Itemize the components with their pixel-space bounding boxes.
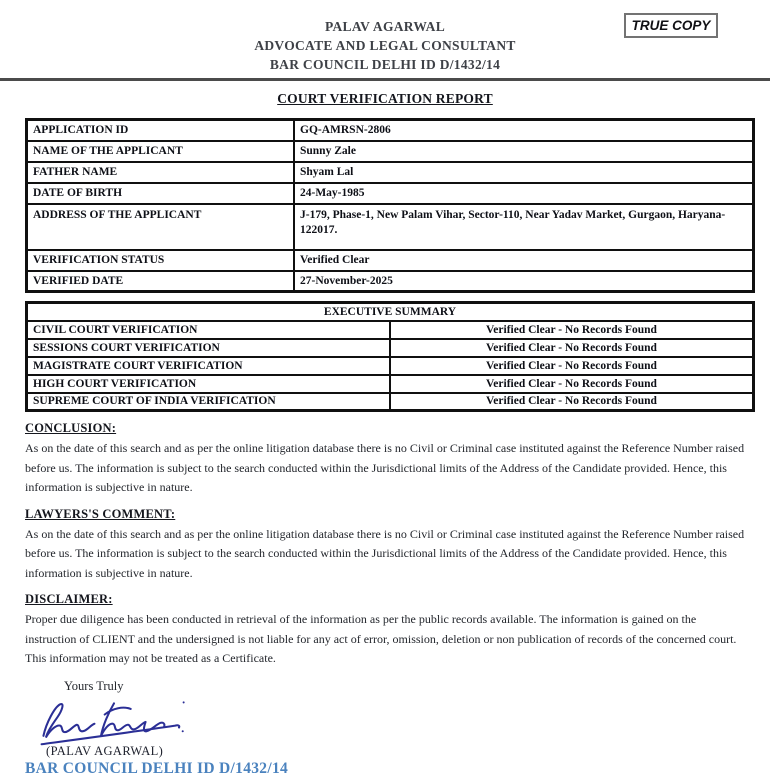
field-value: 27-November-2025 xyxy=(294,271,754,292)
section-body: Proper due diligence has been conducted in retrieval of the information as per the public records available. The information is gained on the instruction of CLIENT and the undersigned is not liable for any act of error, omission, deletion or non publication of records of the concerned court. This information may not be treated as a Certificate. xyxy=(25,612,737,665)
table-row xyxy=(27,393,754,411)
field-value: Shyam Lal xyxy=(294,162,754,183)
verification-label: SESSIONS COURT VERIFICATION xyxy=(27,339,391,357)
field-value: Sunny Zale xyxy=(294,141,754,162)
advocate-title: ADVOCATE AND LEGAL CONSULTANT xyxy=(254,38,516,53)
section-heading: CONCLUSION: xyxy=(25,421,117,435)
table-row xyxy=(27,339,754,357)
section-body: As on the date of this search and as per the online litigation database there is no Civil or Criminal case instituted against the Reference Number raised before us. The information is subject to the search conducted within the Jurisdictional limits of the Address of the Candidate provided. Hence, this information is subjective in nature. xyxy=(25,441,745,494)
table-row xyxy=(27,204,754,250)
closing-salutation: Yours Truly xyxy=(64,678,124,693)
table-row xyxy=(27,321,754,339)
table-row xyxy=(27,375,754,393)
section-heading: LAWYERS'S COMMENT: xyxy=(25,506,176,521)
field-label: VERIFICATION STATUS xyxy=(27,250,295,271)
advocate-name: PALAV AGARWAL xyxy=(324,19,446,34)
table-row xyxy=(27,120,754,141)
verification-label: MAGISTRATE COURT VERIFICATION xyxy=(27,357,391,375)
field-label: NAME OF THE APPLICANT xyxy=(27,141,295,162)
field-label: VERIFIED DATE xyxy=(27,271,295,292)
table-row xyxy=(27,271,754,292)
field-value: 24-May-1985 xyxy=(294,183,754,204)
field-label: FATHER NAME xyxy=(27,162,295,183)
table-row xyxy=(27,162,754,183)
verification-result: Verified Clear - No Records Found xyxy=(390,321,754,339)
signature-image xyxy=(28,695,200,747)
verification-label: HIGH COURT VERIFICATION xyxy=(27,375,391,393)
report-sections xyxy=(25,421,745,669)
table-header-row xyxy=(27,303,754,321)
signatory-name: (PALAV AGARWAL) xyxy=(46,743,164,758)
section-heading: DISCLAIMER: xyxy=(25,592,113,606)
field-label: APPLICATION ID xyxy=(27,120,295,141)
table-row xyxy=(27,141,754,162)
section-body: As on the date of this search and as per the online litigation database there is no Civil or Criminal case instituted against the Reference Number raised before us. The information is subject to the search conducted within the Jurisdictional limits of the Address of the Candidate provided. Hence, this information is subjective in nature. xyxy=(25,526,745,580)
executive-summary-title: EXECUTIVE SUMMARY xyxy=(27,303,754,321)
verification-result: Verified Clear - No Records Found xyxy=(390,357,754,375)
header-divider xyxy=(0,78,770,81)
verification-result: Verified Clear - No Records Found xyxy=(390,393,754,411)
table-row xyxy=(27,183,754,204)
field-value: J-179, Phase-1, New Palam Vihar, Sector-110, Near Yadav Market, Gurgaon, Haryana-122017. xyxy=(294,204,754,250)
field-value: Verified Clear xyxy=(294,250,754,271)
field-value: GQ-AMRSN-2806 xyxy=(294,120,754,141)
verification-result: Verified Clear - No Records Found xyxy=(390,375,754,393)
conclusion-section xyxy=(25,421,745,498)
field-label: DATE OF BIRTH xyxy=(27,183,295,204)
lawyers-comment-section xyxy=(25,507,745,584)
verification-label: SUPREME COURT OF INDIA VERIFICATION xyxy=(27,393,391,411)
table-row xyxy=(27,357,754,375)
executive-summary-table xyxy=(25,301,755,412)
bar-council-id: BAR COUNCIL DELHI ID D/1432/14 xyxy=(25,759,289,777)
table-row xyxy=(27,250,754,271)
applicant-details-table xyxy=(25,118,755,293)
true-copy-stamp: TRUE COPY xyxy=(624,13,718,38)
report-title: COURT VERIFICATION REPORT xyxy=(277,91,493,106)
advocate-bar-id: BAR COUNCIL DELHI ID D/1432/14 xyxy=(269,57,501,72)
disclaimer-section xyxy=(25,592,745,669)
verification-result: Verified Clear - No Records Found xyxy=(390,339,754,357)
verification-label: CIVIL COURT VERIFICATION xyxy=(27,321,391,339)
field-label: ADDRESS OF THE APPLICANT xyxy=(27,204,295,250)
